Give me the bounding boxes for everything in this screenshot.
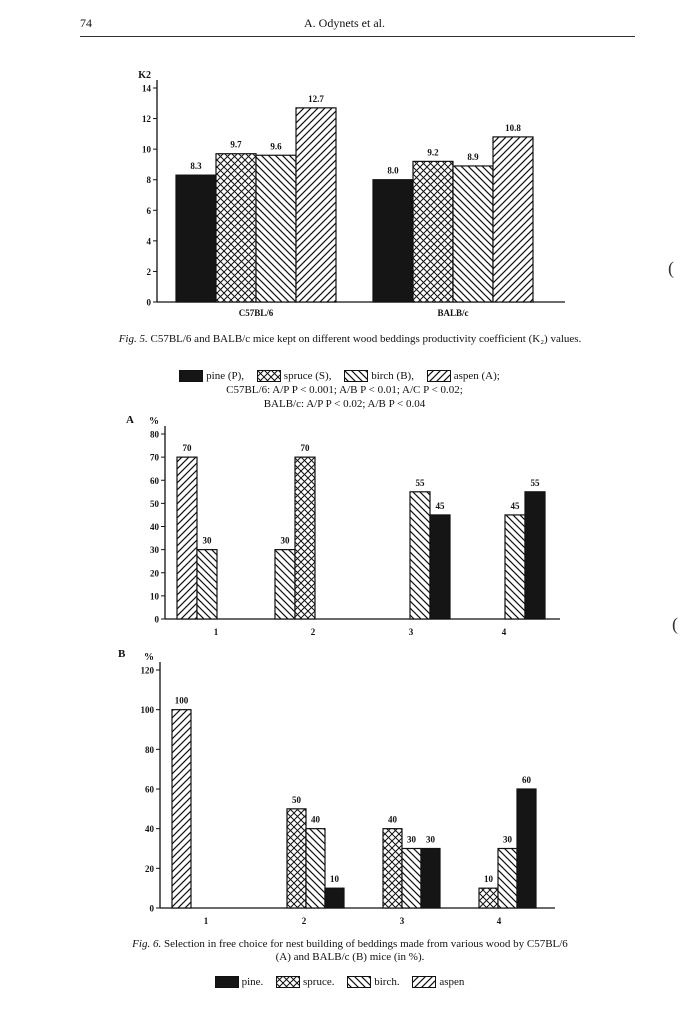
bar [197, 550, 217, 619]
y-tick-label: 10 [142, 144, 151, 155]
bar [287, 809, 306, 908]
bar [383, 829, 402, 908]
y-tick-label: 80 [150, 429, 159, 440]
y-tick-label: 20 [145, 863, 154, 874]
data-label: 8.3 [190, 161, 202, 172]
y-axis-label: % [144, 652, 154, 663]
category-label: 1 [203, 916, 209, 926]
bar [373, 180, 413, 302]
data-label: 70 [300, 443, 310, 454]
legend-item-birch: birch (B), [344, 370, 414, 382]
y-tick-label: 80 [145, 744, 154, 755]
data-label: 100 [174, 695, 189, 706]
category-label: 4 [496, 916, 502, 926]
y-axis-label: % [149, 416, 159, 427]
y-tick-label: 60 [150, 475, 159, 486]
data-label: 10 [330, 874, 339, 885]
fig6-caption-label: Fig. 6. [132, 938, 162, 950]
bar [172, 710, 191, 908]
aspen-swatch [427, 370, 451, 382]
bar [306, 829, 325, 908]
fig6-panel-a-letter: A [126, 414, 134, 426]
margin-mark: ( [668, 258, 674, 278]
bar [410, 492, 430, 619]
data-label: 30 [503, 834, 512, 845]
aspen-swatch [412, 976, 436, 988]
header-rule [80, 36, 635, 37]
fig6-caption-text: Selection in free choice for nest building of beddings made from various wood by C57BL/6 (A) and BALB/c (B) mice (in %). [163, 938, 568, 963]
y-tick-label: 0 [154, 614, 159, 625]
y-tick-label: 120 [140, 665, 154, 676]
bar [402, 849, 421, 909]
data-label: 9.6 [270, 141, 282, 152]
pine-swatch [215, 976, 239, 988]
y-tick-label: 14 [142, 83, 151, 94]
data-label: 45 [435, 500, 445, 511]
fig5-legend [0, 370, 689, 383]
legend-item-birch: birch. [347, 976, 399, 988]
pine-swatch [179, 370, 203, 382]
data-label: 30 [280, 535, 290, 546]
fig5-stats-line-1: C57BL/6: A/P P < 0.001; A/B P < 0.01; A/C P < 0.02; [226, 384, 463, 396]
data-label: 60 [522, 775, 531, 785]
data-label: 10 [484, 874, 493, 885]
bar [453, 166, 493, 302]
bar [216, 154, 256, 302]
y-tick-label: 10 [150, 591, 159, 602]
data-label: 8.0 [387, 165, 399, 176]
y-axis-label: K2 [138, 70, 151, 81]
bar [413, 161, 453, 302]
fig5-caption [100, 333, 600, 346]
bar [296, 108, 336, 302]
legend-item-spruce: spruce. [276, 976, 334, 988]
y-tick-label: 70 [150, 452, 159, 463]
y-tick-label: 40 [150, 522, 159, 532]
category-label: 3 [399, 916, 405, 926]
bar [498, 849, 517, 909]
birch-swatch [344, 370, 368, 382]
data-label: 9.7 [230, 139, 242, 150]
y-tick-label: 4 [146, 236, 151, 247]
y-tick-label: 0 [146, 297, 151, 308]
bar [295, 457, 315, 619]
data-label: 10.8 [505, 122, 521, 133]
y-tick-label: 2 [146, 266, 151, 277]
data-label: 50 [292, 794, 301, 805]
y-tick-label: 6 [146, 205, 151, 216]
bar [275, 550, 295, 619]
page-number: 74 [80, 16, 92, 30]
bar [256, 155, 296, 302]
bar [177, 457, 197, 619]
fig6-panel-b-letter: B [118, 648, 126, 660]
y-tick-label: 20 [150, 568, 159, 579]
bar [479, 888, 498, 908]
fig5-caption-text: C57BL/6 and BALB/c mice kept on different wood beddings productivity coefficient (K₂) values. [150, 333, 582, 345]
legend-item-spruce: spruce (S), [257, 370, 332, 382]
y-tick-label: 50 [150, 498, 159, 509]
category-label: 4 [501, 627, 507, 637]
bar [421, 849, 440, 909]
fig6-caption [130, 938, 570, 964]
spruce-swatch [257, 370, 281, 382]
bar [493, 137, 533, 302]
data-label: 40 [311, 814, 320, 825]
spruce-swatch [276, 976, 300, 988]
category-label: 3 [408, 627, 414, 637]
fig5-bar-chart [0, 55, 689, 325]
legend-item-aspen: aspen (A); [427, 370, 500, 382]
data-label: 40 [388, 814, 397, 825]
data-label: 55 [530, 477, 540, 488]
y-tick-label: 12 [142, 114, 151, 125]
category-label: 1 [213, 627, 219, 637]
y-tick-label: 60 [145, 784, 154, 795]
data-label: 30 [202, 535, 212, 546]
bar [430, 515, 450, 619]
category-label: 2 [310, 627, 316, 637]
data-label: 70 [182, 443, 192, 454]
y-tick-label: 100 [140, 705, 154, 716]
data-label: 45 [510, 500, 520, 511]
y-tick-label: 8 [146, 175, 151, 186]
y-tick-label: 40 [145, 824, 154, 835]
category-label: C57BL/6 [238, 308, 274, 318]
y-tick-label: 30 [150, 545, 159, 556]
legend-item-pine: pine. [215, 976, 264, 988]
data-label: 30 [407, 834, 416, 845]
fig6b-bar-chart [0, 645, 689, 935]
data-label: 9.2 [427, 147, 439, 158]
fig5-caption-label: Fig. 5. [118, 333, 148, 345]
fig5-stats-line-2: BALB/c: A/P P < 0.02; A/B P < 0.04 [263, 398, 426, 410]
data-label: 12.7 [308, 93, 324, 104]
category-label: 2 [301, 916, 307, 926]
legend-item-pine: pine (P), [179, 370, 244, 382]
data-label: 30 [426, 834, 435, 845]
bar [176, 175, 216, 302]
bar [517, 789, 536, 908]
category-label: BALB/c [437, 308, 469, 318]
data-label: 8.9 [467, 151, 479, 162]
margin-mark: ( [672, 614, 678, 634]
bar [505, 515, 525, 619]
y-tick-label: 0 [149, 903, 154, 914]
running-head: A. Odynets et al. [304, 16, 385, 30]
bar [325, 888, 344, 908]
birch-swatch [347, 976, 371, 988]
legend-item-aspen: aspen [412, 976, 464, 988]
fig6a-bar-chart [0, 408, 689, 648]
data-label: 55 [415, 477, 425, 488]
bar [525, 492, 545, 619]
fig6-legend [0, 976, 689, 989]
